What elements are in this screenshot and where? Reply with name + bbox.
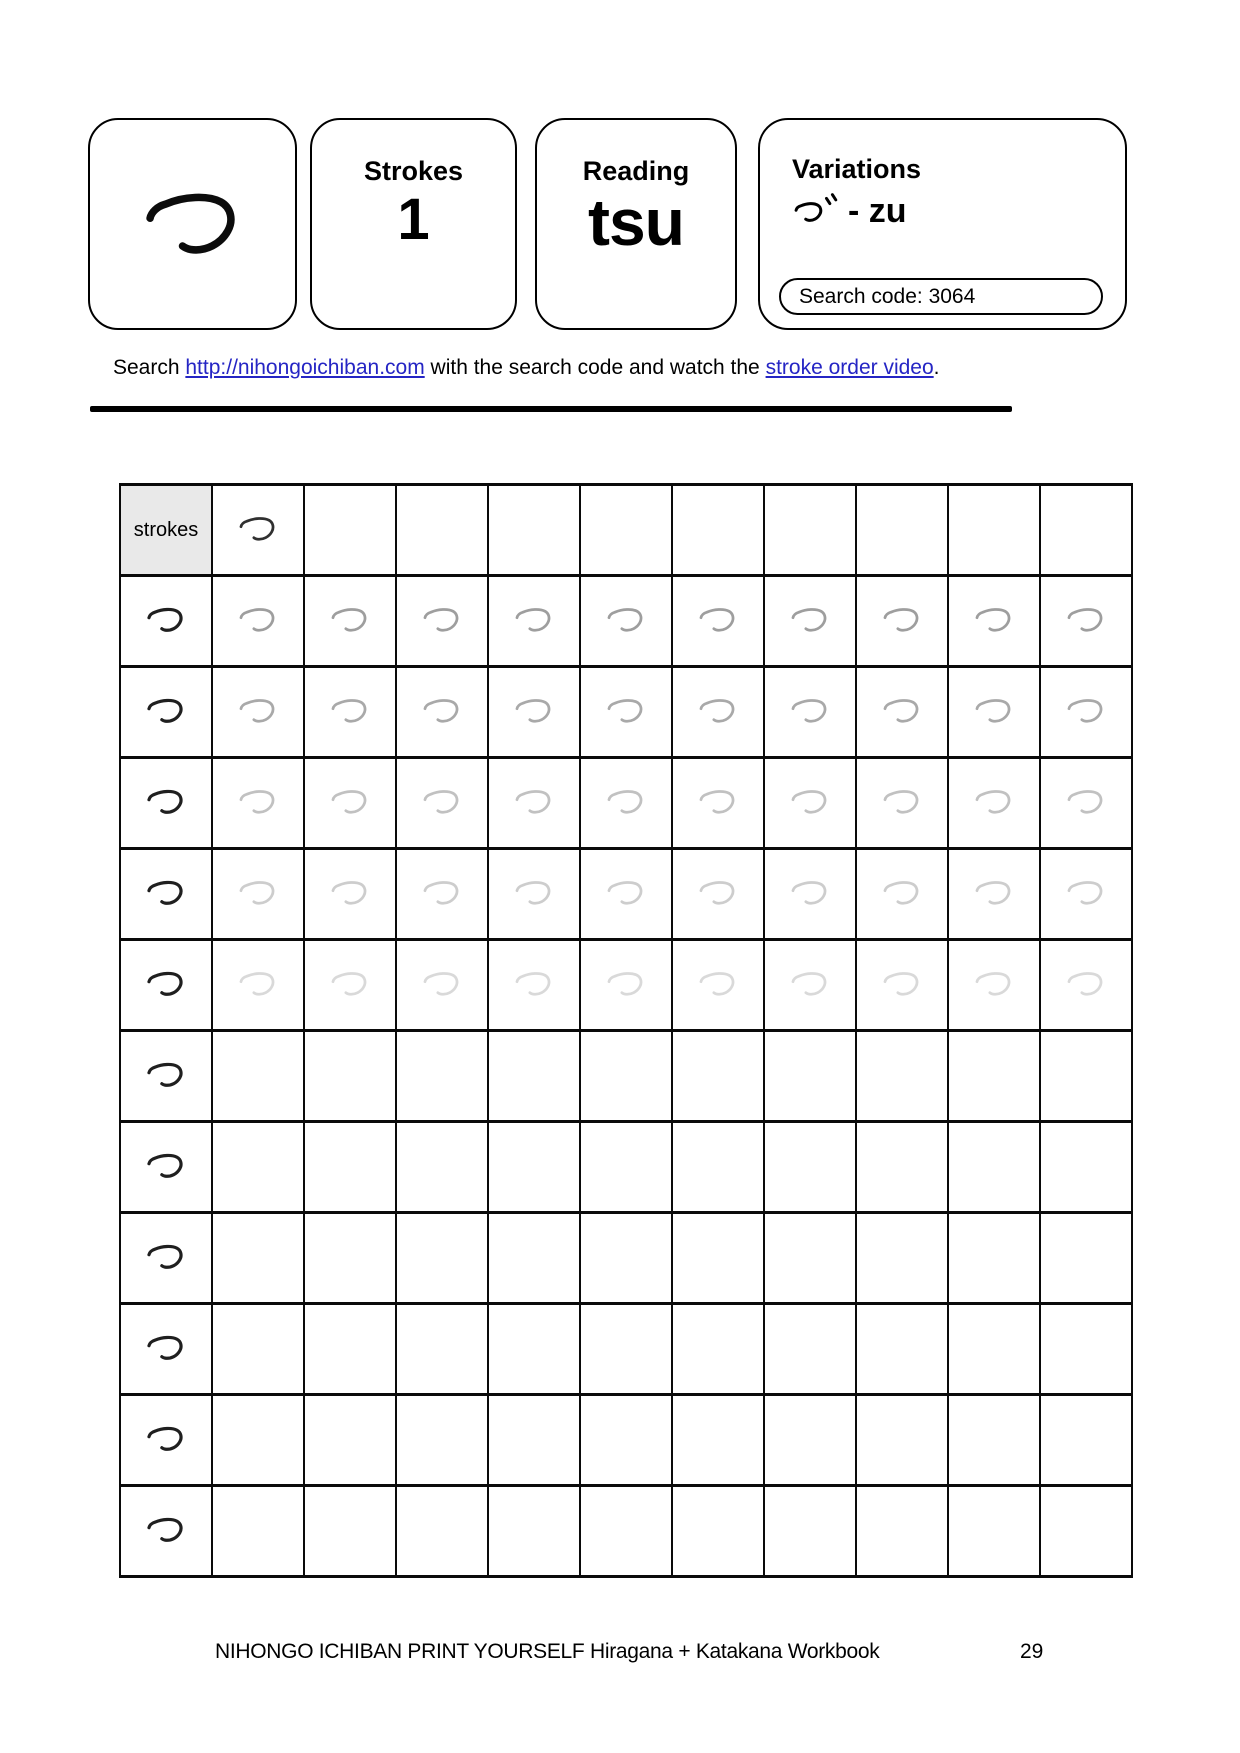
grid-cell: [121, 941, 211, 1029]
grid-cell: [857, 1123, 947, 1211]
tsu-trace-glyph: [232, 506, 284, 552]
grid-cell: [1041, 1396, 1131, 1484]
tsu-trace-glyph: [508, 870, 560, 916]
grid-cell: [857, 486, 947, 574]
grid-cell: [1041, 1214, 1131, 1302]
grid-cell: [121, 1123, 211, 1211]
tsu-trace-glyph: [140, 961, 192, 1007]
grid-header-label-cell: [121, 486, 211, 574]
grid-cell: [397, 850, 487, 938]
grid-cell: [305, 1123, 395, 1211]
grid-cell: [949, 1305, 1039, 1393]
grid-cell: [1041, 1032, 1131, 1120]
grid-cell: [857, 1396, 947, 1484]
footer-title: NIHONGO ICHIBAN PRINT YOURSELF Hiragana + Katakana Workbook: [215, 1640, 880, 1663]
grid-cell: [489, 1305, 579, 1393]
tsu-trace-glyph: [324, 688, 376, 734]
strokes-label: Strokes: [363, 156, 464, 186]
grid-cell: [581, 577, 671, 665]
instruction-suffix: .: [933, 356, 940, 379]
grid-cell: [673, 941, 763, 1029]
grid-cell: [581, 1305, 671, 1393]
tsu-trace-glyph: [876, 870, 928, 916]
tsu-trace-glyph: [232, 597, 284, 643]
grid-cell: [121, 1032, 211, 1120]
grid-cell: [949, 850, 1039, 938]
grid-cell: [581, 850, 671, 938]
grid-cell: [857, 1305, 947, 1393]
tsu-trace-glyph: [232, 870, 284, 916]
tsu-trace-glyph: [784, 961, 836, 1007]
variations-box: [758, 118, 1127, 330]
grid-cell: [673, 668, 763, 756]
tsu-trace-glyph: [324, 870, 376, 916]
grid-cell: [397, 1305, 487, 1393]
instruction-middle: with the search code and watch the: [424, 356, 766, 379]
dzu-glyph: [792, 191, 838, 231]
tsu-trace-glyph: [600, 961, 652, 1007]
divider-rule: [90, 406, 1012, 412]
tsu-trace-glyph: [140, 688, 192, 734]
grid-cell: [489, 759, 579, 847]
tsu-trace-glyph: [784, 870, 836, 916]
tsu-trace-glyph: [508, 688, 560, 734]
grid-cell: [857, 850, 947, 938]
grid-cell: [121, 1214, 211, 1302]
tsu-trace-glyph: [416, 779, 468, 825]
grid-cell: [489, 486, 579, 574]
tsu-trace-glyph: [784, 688, 836, 734]
grid-cell: [1041, 941, 1131, 1029]
grid-cell: [949, 1032, 1039, 1120]
grid-cell: [121, 759, 211, 847]
tsu-trace-glyph: [1060, 597, 1112, 643]
grid-cell: [121, 577, 211, 665]
grid-cell: [305, 1305, 395, 1393]
grid-cell: [673, 1396, 763, 1484]
grid-cell: [1041, 850, 1131, 938]
tsu-trace-glyph: [692, 597, 744, 643]
tsu-trace-glyph: [600, 597, 652, 643]
grid-cell: [213, 759, 303, 847]
tsu-trace-glyph: [692, 779, 744, 825]
grid-cell: [489, 1032, 579, 1120]
grid-cell: [397, 759, 487, 847]
grid-cell: [213, 1214, 303, 1302]
tsu-trace-glyph: [324, 597, 376, 643]
grid-cell: [949, 759, 1039, 847]
grid-cell: [673, 1123, 763, 1211]
grid-cell: [305, 1214, 395, 1302]
grid-cell: [121, 850, 211, 938]
grid-cell: [581, 941, 671, 1029]
reading-label: Reading: [582, 156, 690, 186]
tsu-trace-glyph: [784, 597, 836, 643]
grid-cell: [305, 668, 395, 756]
tsu-trace-glyph: [232, 779, 284, 825]
grid-cell: [673, 486, 763, 574]
grid-cell: [489, 1396, 579, 1484]
grid-cell: [213, 486, 303, 574]
tsu-trace-glyph: [508, 961, 560, 1007]
tsu-trace-glyph: [508, 597, 560, 643]
grid-cell: [1041, 759, 1131, 847]
grid-cell: [949, 1123, 1039, 1211]
grid-cell: [581, 1123, 671, 1211]
grid-cell: [949, 941, 1039, 1029]
tsu-trace-glyph: [968, 961, 1020, 1007]
grid-cell: [397, 941, 487, 1029]
grid-cell: [765, 941, 855, 1029]
grid-cell: [213, 1487, 303, 1575]
tsu-trace-glyph: [876, 961, 928, 1007]
tsu-trace-glyph: [416, 961, 468, 1007]
grid-cell: [581, 486, 671, 574]
grid-cell: [213, 1032, 303, 1120]
grid-cell: [857, 1214, 947, 1302]
grid-cell: [305, 941, 395, 1029]
grid-cell: [673, 759, 763, 847]
grid-cell: [765, 1032, 855, 1120]
variation-latin: - zu: [848, 192, 907, 230]
grid-cell: [305, 577, 395, 665]
grid-cell: [397, 1396, 487, 1484]
grid-cell: [397, 1123, 487, 1211]
tsu-trace-glyph: [600, 688, 652, 734]
tsu-trace-glyph: [140, 597, 192, 643]
variations-label: Variations: [792, 154, 922, 184]
grid-cell: [857, 1487, 947, 1575]
grid-cell: [305, 850, 395, 938]
tsu-trace-glyph: [324, 961, 376, 1007]
tsu-trace-glyph: [692, 870, 744, 916]
grid-cell: [397, 486, 487, 574]
grid-cell: [489, 850, 579, 938]
tsu-trace-glyph: [1060, 870, 1112, 916]
grid-cell: [305, 1396, 395, 1484]
grid-cell: [857, 941, 947, 1029]
grid-cell: [1041, 668, 1131, 756]
tsu-trace-glyph: [140, 1143, 192, 1189]
grid-cell: [949, 1487, 1039, 1575]
tsu-trace-glyph: [416, 688, 468, 734]
character-box: [88, 118, 297, 330]
grid-cell: [1041, 486, 1131, 574]
grid-cell: [765, 1487, 855, 1575]
tsu-trace-glyph: [232, 688, 284, 734]
grid-cell: [765, 486, 855, 574]
grid-cell: [1041, 1123, 1131, 1211]
site-link[interactable]: http://nihongoichiban.com: [185, 356, 425, 379]
grid-cell: [581, 759, 671, 847]
grid-cell: [121, 1396, 211, 1484]
tsu-trace-glyph: [416, 597, 468, 643]
tsu-trace-glyph: [140, 870, 192, 916]
grid-cell: [1041, 1487, 1131, 1575]
grid-cell: [213, 941, 303, 1029]
grid-cell: [673, 577, 763, 665]
grid-cell: [857, 759, 947, 847]
grid-cell: [949, 577, 1039, 665]
grid-cell: [489, 1214, 579, 1302]
grid-cell: [581, 1214, 671, 1302]
tsu-trace-glyph: [1060, 961, 1112, 1007]
grid-cell: [305, 1487, 395, 1575]
tsu-trace-glyph: [416, 870, 468, 916]
grid-cell: [213, 1305, 303, 1393]
grid-cell: [581, 1396, 671, 1484]
grid-cell: [673, 1305, 763, 1393]
tsu-trace-glyph: [140, 1234, 192, 1280]
tsu-trace-glyph: [140, 1052, 192, 1098]
tsu-trace-glyph: [876, 597, 928, 643]
grid-cell: [765, 668, 855, 756]
grid-cell: [857, 577, 947, 665]
tsu-trace-glyph: [784, 779, 836, 825]
grid-cell: [857, 1032, 947, 1120]
tsu-trace-glyph: [968, 870, 1020, 916]
grid-cell: [121, 1487, 211, 1575]
grid-cell: [397, 1214, 487, 1302]
reading-value: tsu: [588, 185, 684, 259]
grid-cell: [673, 1032, 763, 1120]
tsu-trace-glyph: [876, 779, 928, 825]
instruction-prefix: Search: [113, 356, 186, 379]
tsu-trace-glyph: [508, 779, 560, 825]
search-code-pill: [779, 278, 1103, 315]
strokes-box: [310, 118, 517, 330]
grid-cell: [1041, 577, 1131, 665]
tsu-trace-glyph: [968, 597, 1020, 643]
grid-cell: [765, 577, 855, 665]
grid-cell: [857, 668, 947, 756]
tsu-trace-glyph: [140, 779, 192, 825]
grid-cell: [581, 668, 671, 756]
tsu-trace-glyph: [692, 688, 744, 734]
grid-cell: [673, 850, 763, 938]
grid-cell: [489, 1487, 579, 1575]
grid-cell: [213, 577, 303, 665]
tsu-trace-glyph: [140, 1507, 192, 1553]
grid-cell: [397, 668, 487, 756]
grid-cell: [305, 486, 395, 574]
grid-cell: [765, 759, 855, 847]
grid-cell: [121, 668, 211, 756]
grid-cell: [949, 486, 1039, 574]
footer-page-number: 29: [1020, 1640, 1044, 1663]
grid-cell: [949, 1214, 1039, 1302]
grid-cell: [305, 759, 395, 847]
grid-cell: [397, 1487, 487, 1575]
grid-cell: [489, 1123, 579, 1211]
instruction-line: [113, 356, 940, 380]
reading-box: [535, 118, 737, 330]
grid-cell: [305, 1032, 395, 1120]
grid-cell: [765, 1214, 855, 1302]
grid-cell: [673, 1487, 763, 1575]
grid-cell: [397, 1032, 487, 1120]
grid-header-label: strokes: [133, 518, 199, 541]
tsu-trace-glyph: [968, 688, 1020, 734]
grid-cell: [765, 850, 855, 938]
grid-cell: [213, 1396, 303, 1484]
grid-cell: [213, 668, 303, 756]
grid-cell: [489, 577, 579, 665]
strokes-value: 1: [397, 187, 430, 252]
grid-cell: [1041, 1305, 1131, 1393]
grid-cell: [765, 1305, 855, 1393]
tsu-trace-glyph: [600, 779, 652, 825]
grid-cell: [213, 850, 303, 938]
grid-cell: [581, 1032, 671, 1120]
grid-cell: [489, 668, 579, 756]
grid-cell: [581, 1487, 671, 1575]
tsu-trace-glyph: [1060, 688, 1112, 734]
grid-cell: [397, 577, 487, 665]
tsu-trace-glyph: [140, 1325, 192, 1371]
variation-value: [792, 191, 1125, 231]
grid-cell: [765, 1123, 855, 1211]
grid-cell: [949, 668, 1039, 756]
tsu-trace-glyph: [324, 779, 376, 825]
search-code-text: Search code: 3064: [799, 284, 976, 308]
tsu-trace-glyph: [232, 961, 284, 1007]
tsu-character-glyph: [123, 166, 263, 282]
tsu-trace-glyph: [692, 961, 744, 1007]
practice-grid: [119, 483, 1133, 1578]
grid-cell: [121, 1305, 211, 1393]
tsu-trace-glyph: [140, 1416, 192, 1462]
tsu-trace-glyph: [1060, 779, 1112, 825]
tsu-trace-glyph: [600, 870, 652, 916]
stroke-order-video-link[interactable]: stroke order video: [765, 356, 934, 379]
grid-cell: [949, 1396, 1039, 1484]
grid-cell: [213, 1123, 303, 1211]
grid-cell: [673, 1214, 763, 1302]
tsu-trace-glyph: [876, 688, 928, 734]
tsu-trace-glyph: [968, 779, 1020, 825]
grid-cell: [765, 1396, 855, 1484]
grid-cell: [489, 941, 579, 1029]
